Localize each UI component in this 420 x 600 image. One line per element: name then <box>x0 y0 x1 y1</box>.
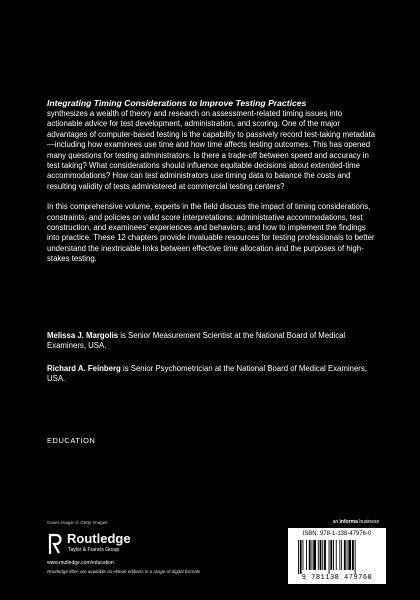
author-bios <box>47 331 377 397</box>
description-paragraph-1: synthesizes a wealth of theory and research on assessment-related timing issues into actionable advice for test development, administration, and scoring. One of the major advantages of computer-based testing is the capability to passively record test-taking metadata—including how examinees use time and how time affects testing outcomes. This has opened many questions for testing administrators. Is there a trade-off between speed and accuracy in test taking? What considerations should influence equitable decisions about extended-time accommodations? How can test administrators use timing data to balance the costs and resulting validity of tests administered at commercial testing centers? <box>47 109 376 191</box>
informa-suffix: business <box>357 519 379 525</box>
isbn-barcode <box>288 528 386 584</box>
cover-image-credit: Cover image: © Getty Images <box>47 520 108 525</box>
author-description: is Senior Measurement Scientist at the National Board of Medical Examiners, USA. <box>47 331 346 351</box>
informa-prefix: an <box>332 519 340 525</box>
back-cover-text <box>47 98 377 265</box>
author-bio <box>47 331 377 352</box>
isbn-number: ISBN: 978-1-138-47976-0 <box>302 531 372 537</box>
book-title: Integrating Timing Considerations to Improve Testing Practices <box>47 98 307 108</box>
informa-brand: informa <box>339 519 358 525</box>
publisher-url: www.routledge.com/education <box>47 560 114 566</box>
routledge-logo-icon <box>47 533 63 555</box>
barcode-digits: 9 781138 479760 <box>301 574 373 582</box>
publisher-name: Routledge <box>67 531 131 546</box>
author-bio <box>47 364 377 385</box>
author-name: Melissa J. Margolis <box>47 331 119 340</box>
ebook-note: Routledge titles are available as eBook editions in a range of digital formats <box>47 569 201 574</box>
informa-business-tag <box>333 519 379 525</box>
description-paragraph-2: In this comprehensive volume, experts in the field discuss the impact of timing considerations, constraints, and policies on valid score interpretations; administrative accommodations, test construction, and examinees' experiences and behaviors; and how to implement the findings into practice. These 12 chapters provide invaluable resources for testing professionals to better understand the inextricable links between effective time allocation and the purposes of high-stakes testing. <box>47 202 375 264</box>
author-description: is Senior Psychometrician at the National Board of Medical Examiners, USA. <box>47 363 367 384</box>
publisher-block <box>47 530 267 580</box>
barcode-icon <box>298 540 380 574</box>
subject-category: EDUCATION <box>47 436 96 445</box>
author-name: Richard A. Feinberg <box>47 363 121 373</box>
publisher-group: Taylor & Francis Group <box>68 547 120 553</box>
